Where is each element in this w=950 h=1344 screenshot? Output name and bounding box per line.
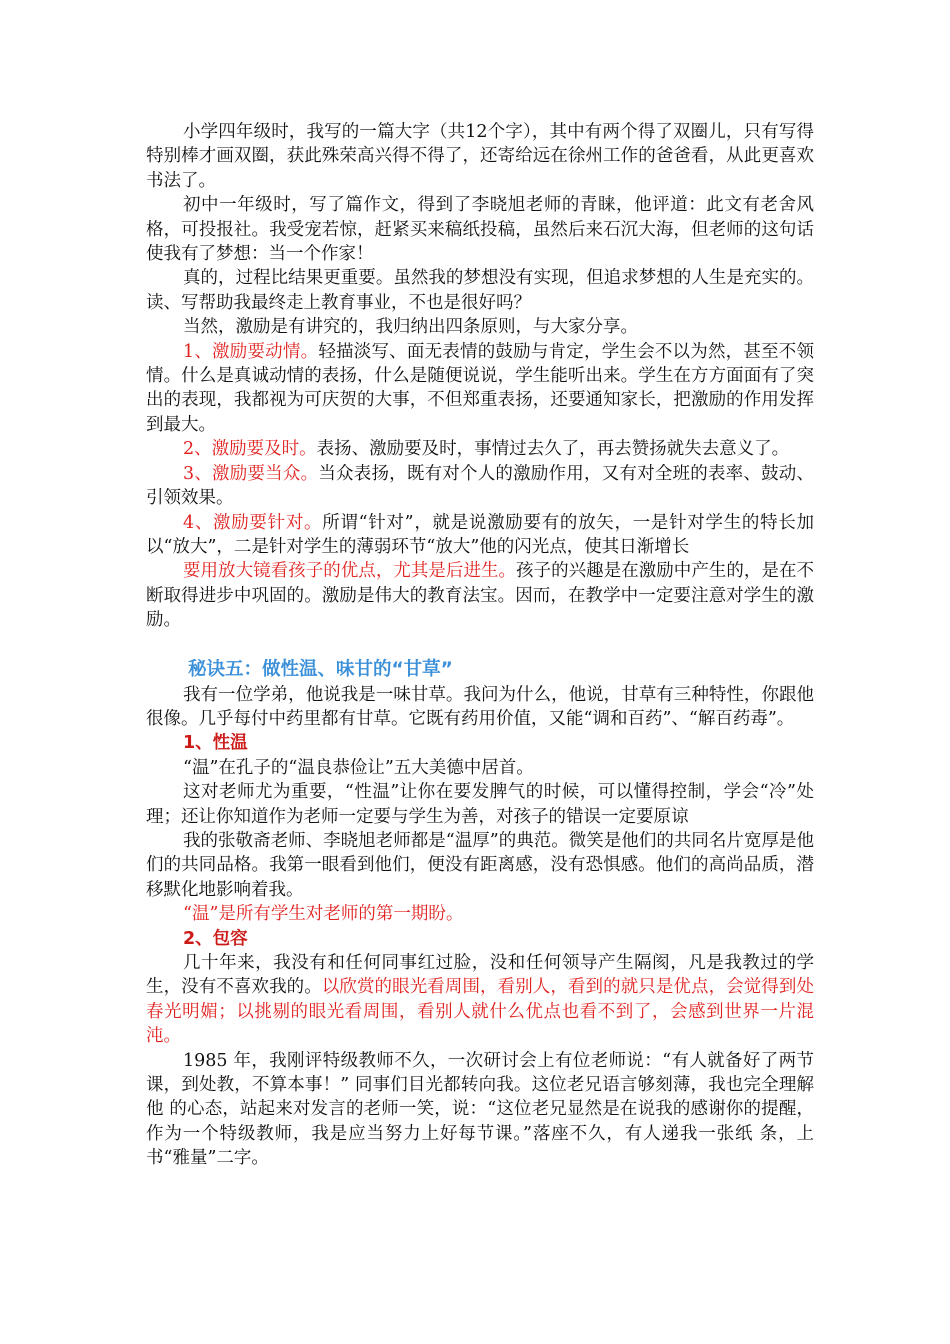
principle-3-text: 当众表扬，既有对个人的激励作用，又有对全班的表率、鼓动、引领效果。 xyxy=(146,463,815,509)
magnifier-highlight: 要用放大镜看孩子的优点，尤其是后进生。 xyxy=(183,561,517,582)
paragraph-composition: 初中一年级时，写了篇作文，得到了李晓旭老师的青睐，他评道：此文有老舍风格，可投报社。我受宠若惊，赶紧买来稿纸投稿，虽然后来石沉大海，但老师的这句话使我有了梦想：当一个作家！ xyxy=(146,195,814,265)
principle-2-title: 2、激励要及时。 xyxy=(183,439,317,460)
colleagues-highlight: 以欣赏的眼光看周围，看别人，看到的就只是优点，会觉得到处春光明媚；以挑剔的眼光看周围，看别人就什么优点也看不到了，会感到世界一片混沌。 xyxy=(146,977,814,1047)
paragraph-process: 真的，过程比结果更重要。虽然我的梦想没有实现，但追求梦想的人生是充实的。读、写帮助我最终走上教育事业，不也是很好吗？ xyxy=(146,268,814,313)
principle-2 xyxy=(146,437,814,461)
principle-1-text: 轻描淡写、面无表情的鼓励与肯定，学生会不以为然，甚至不领情。什么是真诚动情的表扬，什么是随便说说，学生能听出来。学生在方方面面有了突出的表现，我都视为可庆贺的大事，不但郑重表扬，还要通知家长，把激励的作用发挥到最大。 xyxy=(146,341,815,435)
paragraph-temper: 这对老师尤为重要，“性温”让你在要发脾气的时候，可以懂得控制，学会“冷”处理；还让你知道作为老师一定要与学生为善，对孩子的错误一定要原谅 xyxy=(146,782,814,827)
principle-4-title: 4、激励要针对。 xyxy=(183,512,323,533)
principle-4 xyxy=(146,511,814,560)
principle-4-text: 所谓“针对”，就是说激励要有的放矢，一是针对学生的特长加以“放大”，二是针对学生的薄弱环节“放大”他的闪光点，使其日渐增长 xyxy=(146,512,814,557)
principle-2-text: 表扬、激励要及时，事情过去久了，再去赞扬就失去意义了。 xyxy=(316,439,790,460)
paragraph-colleagues xyxy=(146,951,814,1049)
document-page xyxy=(146,120,814,1171)
paragraph-1985-anecdote: 1985 年，我刚评特级教师不久，一次研讨会上有位老师说：“有人就备好了两节课，到处教，不算本事！” 同事们目光都转向我。这位老兄语言够刻薄，我也完全理解他 的心态，站起来对发言的老师一笑，说：“这位老兄显然是在说我的感谢你的提醒，作为一个特级教师，我是应当努力上好每节课。”落座不久，有人递我一张纸 条，上书“雅量”二字。 xyxy=(146,1050,814,1169)
magnifier-text: 孩子的兴趣是在激励中产生的，是在不断取得进步中巩固的。激励是伟大的教育法宝。因而，在教学中一定要注意对学生的激励。 xyxy=(146,561,815,631)
paragraph-expectation: “温”是所有学生对老师的第一期盼。 xyxy=(183,904,464,925)
paragraph-licorice: 我有一位学弟，他说我是一味甘草。我问为什么，他说，甘草有三种特性，你跟他很像。几乎每付中药里都有甘草。它既有药用价值，又能“调和百药”、“解百药毒”。 xyxy=(146,684,814,729)
paragraph-teachers-example: 我的张敬斋老师、李晓旭老师都是“温厚”的典范。微笑是他们的共同名片宽厚是他们的共同品格。我第一眼看到他们，便没有距离感，没有恐惧感。他们的高尚品质，潜移默化地影响着我。 xyxy=(146,830,814,900)
paragraph-principles-intro: 当然，激励是有讲究的，我归纳出四条原则，与大家分享。 xyxy=(183,317,638,338)
section-heading-secret-five: 秘诀五：做性温、味甘的“甘草” xyxy=(188,658,453,680)
subheading-tolerance: 2、包容 xyxy=(183,928,248,949)
colleagues-text: 几十年来，我没有和任何同事红过脸，没和任何领导产生隔阂，凡是我教过的学生，没有不喜欢我的。 xyxy=(146,953,814,998)
principle-3-title: 3、激励要当众。 xyxy=(183,463,319,484)
paragraph-calligraphy: 小学四年级时，我写的一篇大字（共12个字），其中有两个得了双圈儿，只有写得特别棒才画双圈，获此殊荣高兴得不得了，还寄给远在徐州工作的爸爸看，从此更喜欢书法了。 xyxy=(146,122,814,191)
paragraph-magnifier xyxy=(146,559,814,632)
principle-1 xyxy=(146,340,814,438)
principle-1-title: 1、激励要动情。 xyxy=(183,341,319,362)
paragraph-confucius: “温”在孔子的“温良恭俭让”五大美德中居首。 xyxy=(183,757,534,778)
principle-3 xyxy=(146,462,814,511)
subheading-gentle: 1、性温 xyxy=(183,733,248,754)
